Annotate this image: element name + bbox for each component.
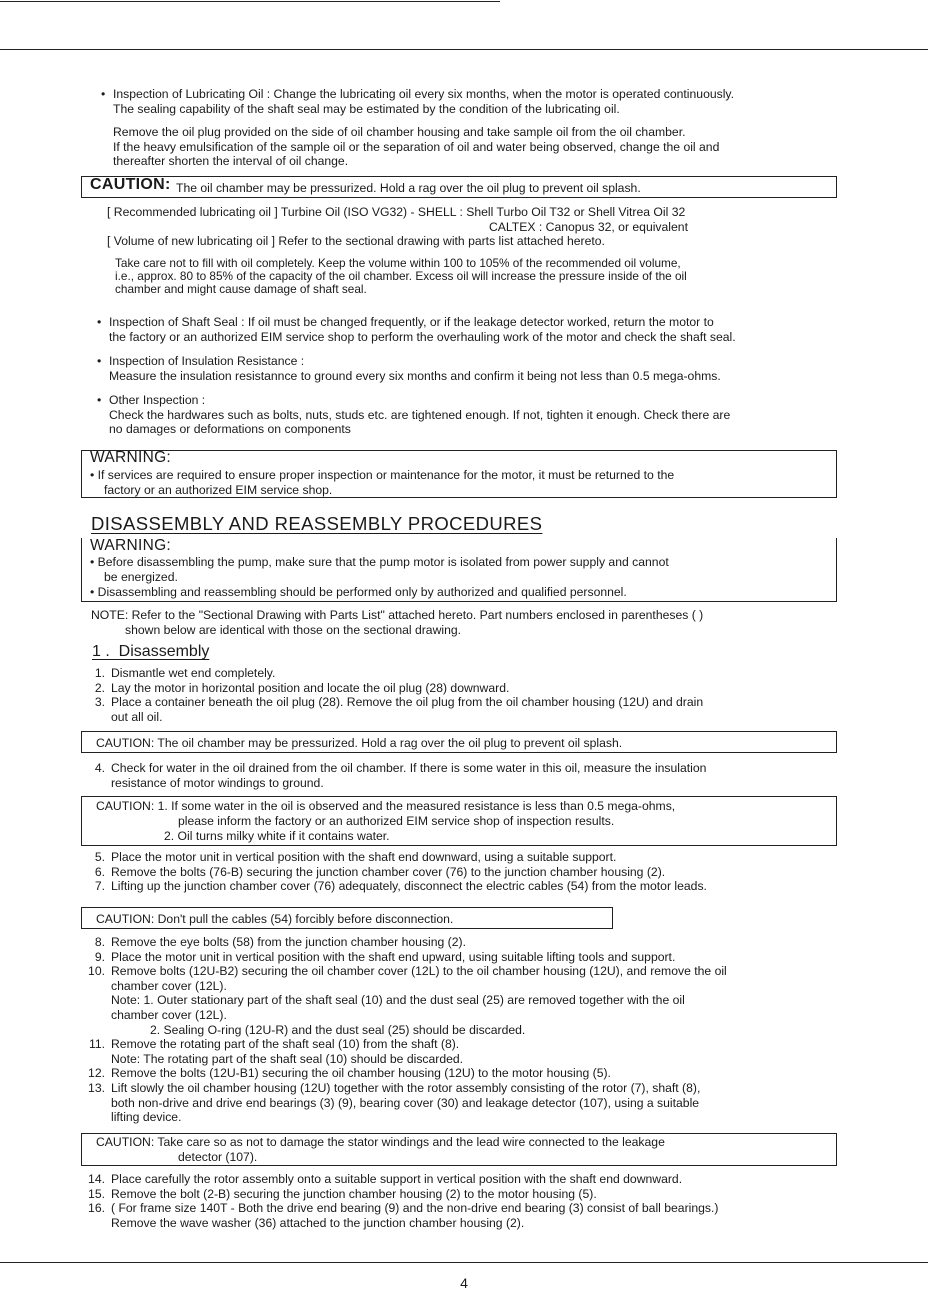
note-line2: shown below are identical with those on the sectional drawing. — [125, 622, 462, 637]
caution-d-line1: CAUTION: Take care so as not to damage the stator windings and the lead wire connected to the leakage — [96, 1135, 665, 1149]
step-text: Remove the bolt (2-B) securing the junction chamber housing (2) to the motor housing (5). — [111, 1186, 597, 1201]
caution-text: CAUTION: Don't pull the cables (54) forcibly before disconnection. — [96, 912, 454, 926]
caution-b-line3: 2. Oil turns milky white if it contains water. — [164, 829, 390, 843]
caution-b-line2: please inform the factory or an authorized EIM service shop of inspection results. — [178, 814, 615, 828]
steps-1-3 — [71, 666, 831, 724]
steps-14-16 — [71, 1172, 851, 1230]
recommended-oil — [107, 205, 852, 249]
page-number: 4 — [460, 1275, 468, 1291]
step-3 — [71, 695, 831, 724]
step-text: ( For frame size 140T - Both the drive end bearing (9) and the non-drive end bearing (3) consist of ball bearings.) — [111, 1201, 719, 1216]
step-number: 4. — [94, 761, 105, 775]
remove-plug-line1: Remove the oil plug provided on the side of oil chamber housing and take sample oil from the oil chamber. — [113, 125, 686, 139]
step-9 — [71, 950, 851, 965]
other-line3: no damages or deformations on components — [109, 422, 351, 437]
step-text-cont: both non-drive and drive end bearings (3) (9), bearing cover (30) and leakage detector (107), using a suitable — [111, 1095, 700, 1110]
warning-line2: factory or an authorized EIM service shop. — [104, 483, 333, 497]
step-number: 10. — [88, 964, 105, 979]
step-note: Note: The rotating part of the shaft seal (10) should be discarded. — [111, 1051, 464, 1066]
step-number: 12. — [88, 1066, 105, 1081]
step-text: Remove the eye bolts (58) from the junction chamber housing (2). — [111, 935, 466, 949]
caution-box-1 — [81, 176, 837, 198]
caution-b-line1: CAUTION: 1. If some water in the oil is observed and the measured resistance is less than 0.5 mega-ohms, — [96, 799, 676, 813]
bullet: • — [101, 87, 106, 101]
shaft-seal-item — [91, 315, 851, 344]
step-10 — [71, 964, 851, 1037]
step-15 — [71, 1187, 851, 1202]
bottom-rule — [0, 1262, 928, 1263]
warning-heading: WARNING: — [90, 449, 172, 466]
insulation-line1: Inspection of Insulation Resistance : — [109, 354, 305, 368]
lub-oil-line1: Inspection of Lubricating Oil : Change the lubricating oil every six months, when the motor is operated continuously. — [113, 87, 734, 101]
caution-text: The oil chamber may be pressurized. Hold a rag over the oil plug to prevent oil splash. — [176, 181, 641, 195]
step-text: Dismantle wet end completely. — [111, 666, 276, 680]
other-inspection-item — [91, 393, 851, 437]
take-care-line3: chamber and might cause damage of shaft seal. — [115, 282, 367, 296]
step-5 — [71, 850, 851, 865]
caution-box-b — [81, 796, 837, 846]
step-number: 14. — [88, 1172, 105, 1186]
step-text: Place the motor unit in vertical position with the shaft end upward, using suitable lifting tools and support. — [111, 949, 676, 964]
step-13 — [71, 1081, 851, 1125]
disassembly-subtitle: 1 . Disassembly — [92, 643, 210, 660]
step-12 — [71, 1066, 851, 1081]
bullet: • — [97, 393, 102, 407]
step-text: Lay the motor in horizontal position and locate the oil plug (28) downward. — [111, 680, 510, 695]
step-number: 9. — [94, 949, 105, 964]
step-number: 1. — [94, 666, 105, 680]
step-text: Remove the rotating part of the shaft seal (10) from the shaft (8). — [111, 1037, 460, 1052]
step-2 — [71, 681, 831, 696]
warning2-line2: be energized. — [104, 570, 178, 584]
remove-plug-line3: thereafter shorten the interval of oil change. — [113, 154, 349, 169]
step-note: Note: 1. Outer stationary part of the shaft seal (10) and the dust seal (25) are removed together with the oil — [111, 993, 685, 1008]
other-line1: Other Inspection : — [109, 393, 206, 407]
insulation-item — [91, 354, 851, 383]
step-text-cont: lifting device. — [111, 1110, 182, 1125]
bullet: • — [97, 354, 102, 368]
step-text-cont: resistance of motor windings to ground. — [111, 775, 324, 790]
warning-heading: WARNING: — [90, 537, 172, 554]
step-note-cont: chamber cover (12L). — [111, 1007, 227, 1022]
recommended-line1: [ Recommended lubricating oil ] Turbine Oil (ISO VG32) - SHELL : Shell Turbo Oil T32 or Shell Vitrea Oil 32 — [107, 205, 686, 219]
insulation-line2: Measure the insulation resistannce to ground every six months and confirm it being not less than 0.5 mega-ohms. — [109, 368, 721, 383]
step-6 — [71, 865, 851, 880]
step-number: 16. — [88, 1201, 105, 1216]
lub-oil-line2: The sealing capability of the shaft seal may be estimated by the condition of the lubricating oil. — [113, 101, 620, 116]
bullet: • — [97, 315, 102, 329]
step-text: Place a container beneath the oil plug (28). Remove the oil plug from the oil chamber housing (12U) and drain — [111, 695, 704, 710]
caution-box-a — [81, 731, 837, 753]
step-note-2: 2. Sealing O-ring (12U-R) and the dust seal (25) should be discarded. — [150, 1022, 526, 1037]
step-number: 5. — [94, 850, 105, 864]
step-number: 11. — [88, 1037, 105, 1052]
step-number: 15. — [88, 1186, 105, 1201]
recommended-line2: CALTEX : Canopus 32, or equivalent — [489, 219, 688, 234]
caution-heading: CAUTION: — [90, 176, 171, 193]
caution-text: CAUTION: The oil chamber may be pressurized. Hold a rag over the oil plug to prevent oil splash. — [96, 736, 623, 750]
step-text: Check for water in the oil drained from the oil chamber. If there is some water in this oil, measure the insulation — [111, 761, 707, 775]
warning-box-2 — [81, 538, 837, 602]
steps-8-13 — [71, 935, 851, 1125]
other-line2: Check the hardwares such as bolts, nuts, studs etc. are tightened enough. If not, tighten it enough. Check there are — [109, 407, 731, 422]
caution-box-c — [81, 907, 613, 929]
step-text: Remove bolts (12U-B2) securing the oil chamber cover (12L) to the oil chamber housing (12U), and remove the oil — [111, 964, 727, 979]
lub-oil-item — [95, 87, 855, 116]
take-care-line2: i.e., approx. 80 to 85% of the capacity of the oil chamber. Excess oil will increase the pressure inside of the oil — [115, 269, 687, 283]
step-text: Lifting up the junction chamber cover (76) adequately, disconnect the electric cables (54) from the motor leads. — [111, 879, 707, 894]
step-number: 2. — [94, 680, 105, 695]
section-title: DISASSEMBLY AND REASSEMBLY PROCEDURES — [91, 513, 543, 534]
step-text-cont: Remove the wave washer (36) attached to the junction chamber housing (2). — [111, 1215, 525, 1230]
step-16 — [71, 1201, 851, 1230]
step-text-cont: chamber cover (12L). — [111, 978, 227, 993]
remove-plug-line2: If the heavy emulsification of the sample oil or the separation of oil and water being observed, change the oil and — [113, 139, 720, 154]
step-11 — [71, 1037, 851, 1066]
step-4 — [71, 761, 831, 790]
warning-line1: • If services are required to ensure proper inspection or maintenance for the motor, it must be returned to the — [90, 468, 675, 482]
step-number: 8. — [94, 935, 105, 949]
step-number: 13. — [88, 1080, 105, 1095]
step-text-cont: out all oil. — [111, 709, 163, 724]
warning2-line1: • Before disassembling the pump, make sure that the pump motor is isolated from power supply and cannot — [90, 555, 669, 569]
take-care-line1: Take care not to fill with oil completely. Keep the volume within 100 to 105% of the recommended oil volume, — [115, 256, 681, 270]
caution-box-d — [81, 1133, 837, 1166]
step-number: 6. — [94, 864, 105, 879]
shaft-seal-line1: Inspection of Shaft Seal : If oil must be changed frequently, or if the leakage detector worked, return the motor to — [109, 315, 714, 329]
step-text: Place the motor unit in vertical position with the shaft end downward, using a suitable support. — [111, 850, 617, 864]
step-number: 7. — [94, 879, 105, 894]
warning-box-1 — [81, 450, 837, 498]
steps-5-7 — [71, 850, 851, 894]
step-text: Place carefully the rotor assembly onto a suitable support in vertical position with the shaft end downward. — [111, 1172, 683, 1186]
top-rule-short — [0, 1, 500, 2]
step-text: Remove the bolts (12U-B1) securing the oil chamber housing (12U) to the motor housing (5). — [111, 1066, 611, 1081]
step-7 — [71, 879, 851, 894]
note-line1: NOTE: Refer to the "Sectional Drawing with Parts List" attached hereto. Part numbers enclosed in parentheses ( ) — [91, 608, 704, 622]
note-para — [91, 608, 851, 637]
step-text: Lift slowly the oil chamber housing (12U) together with the rotor assembly consisting of the rotor (7), shaft (8), — [111, 1080, 701, 1095]
warning2-line3: • Disassembling and reassembling should be performed only by authorized and qualified personnel. — [90, 585, 627, 599]
recommended-line3: [ Volume of new lubricating oil ] Refer to the sectional drawing with parts list attached hereto. — [107, 234, 605, 249]
top-rule — [0, 49, 928, 50]
step-text: Remove the bolts (76-B) securing the junction chamber cover (76) to the junction chamber housing (2). — [111, 864, 666, 879]
remove-plug-para — [113, 125, 853, 169]
step-number: 3. — [94, 695, 105, 710]
take-care-para — [115, 257, 855, 296]
step-1 — [71, 666, 831, 681]
caution-d-line2: detector (107). — [178, 1150, 258, 1164]
step-8 — [71, 935, 851, 950]
shaft-seal-line2: the factory or an authorized EIM service shop to perform the overhauling work of the motor and check the shaft seal. — [109, 329, 736, 344]
step-14 — [71, 1172, 851, 1187]
